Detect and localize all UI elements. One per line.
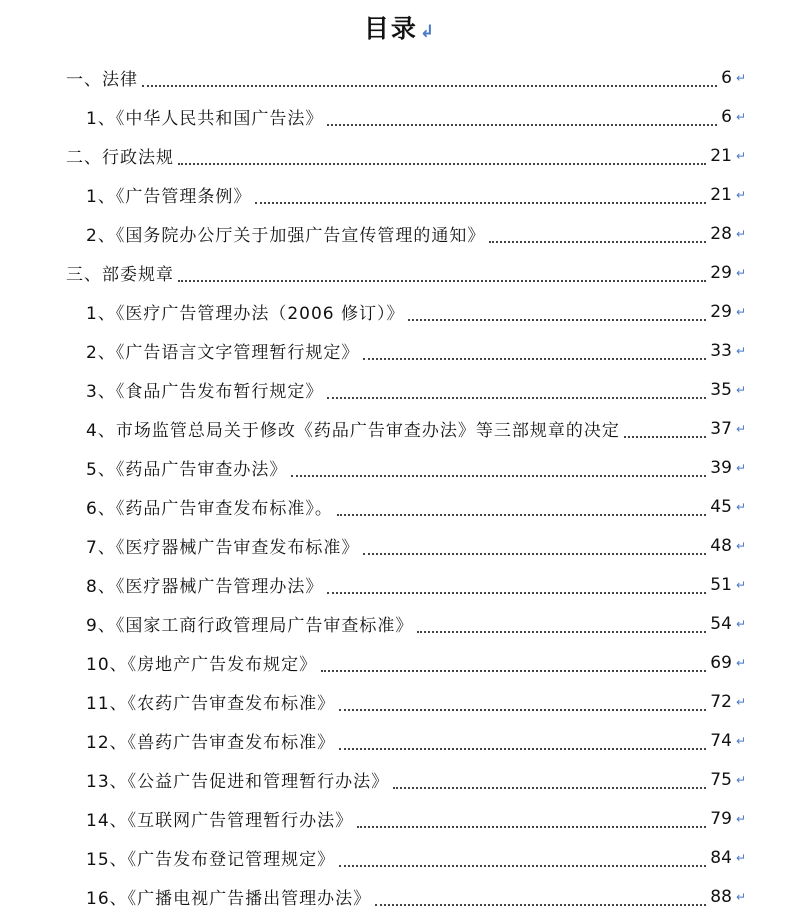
toc-entry-label: 2、《广告语言文字管理暂行规定》 — [86, 343, 360, 363]
toc-entry-page-number: 75 — [710, 769, 732, 790]
toc-entry-page-number: 28 — [710, 223, 732, 244]
dot-leader — [489, 241, 706, 243]
toc-entry-page-number: 88 — [710, 886, 732, 907]
toc-entry-page-number: 39 — [710, 457, 732, 478]
dot-leader — [375, 904, 706, 906]
toc-entry-page-number: 35 — [710, 379, 732, 400]
paragraph-mark-icon: ↵ — [735, 109, 746, 124]
toc-entry-label: 14、《互联网广告管理暂行办法》 — [86, 811, 354, 831]
toc-entry-line — [86, 728, 746, 753]
toc-entry[interactable] — [0, 799, 800, 838]
toc-entry-page-number: 48 — [710, 535, 732, 556]
toc-entry-label: 5、《药品广告审查办法》 — [86, 460, 288, 480]
toc-entry[interactable] — [0, 175, 800, 214]
toc-entry-page-number: 69 — [710, 652, 732, 673]
toc-entry-line — [86, 494, 746, 519]
toc-entry-label: 一、法律 — [66, 70, 138, 90]
toc-entry-page-number: 33 — [710, 340, 732, 361]
toc-entry-line — [86, 299, 746, 324]
toc-entry-line — [86, 455, 746, 480]
dot-leader — [178, 163, 706, 165]
toc-entry[interactable] — [0, 292, 800, 331]
toc-entry-line — [86, 338, 746, 363]
toc-entry-page-number: 74 — [710, 730, 732, 751]
table-of-contents — [0, 58, 800, 916]
toc-entry[interactable] — [0, 682, 800, 721]
toc-entry-line — [86, 182, 746, 207]
toc-entry-label: 10、《房地产广告发布规定》 — [86, 655, 318, 675]
toc-entry-label: 1、《医疗广告管理办法（2006 修订）》 — [86, 304, 405, 324]
toc-entry-line — [86, 377, 746, 402]
dot-leader — [337, 514, 706, 516]
toc-entry-label: 9、《国家工商行政管理局广告审查标准》 — [86, 616, 414, 636]
toc-entry-page-number: 72 — [710, 691, 732, 712]
paragraph-mark-icon: ↵ — [735, 850, 746, 865]
title-text: 目录 — [363, 14, 418, 43]
paragraph-mark-icon: ↵ — [735, 187, 746, 202]
toc-entry-label: 1、《广告管理条例》 — [86, 187, 252, 207]
toc-entry-page-number: 6 — [721, 106, 732, 127]
toc-entry[interactable] — [0, 838, 800, 877]
dot-leader — [178, 280, 706, 282]
toc-entry[interactable] — [0, 721, 800, 760]
toc-entry-label: 11、《农药广告审查发布标准》 — [86, 694, 336, 714]
toc-entry-label: 1、《中华人民共和国广告法》 — [86, 109, 324, 129]
paragraph-mark-icon: ↵ — [735, 265, 746, 280]
dot-leader — [363, 358, 706, 360]
paragraph-mark-icon: ↵ — [735, 772, 746, 787]
toc-entry-label: 4、市场监管总局关于修改《药品广告审查办法》等三部规章的决定 — [86, 421, 620, 441]
toc-entry-label: 三、部委规章 — [66, 265, 174, 285]
toc-entry-page-number: 29 — [710, 262, 732, 283]
toc-entry-line — [86, 611, 746, 636]
toc-entry-line — [86, 806, 746, 831]
dot-leader — [339, 748, 706, 750]
toc-entry-label: 15、《广告发布登记管理规定》 — [86, 850, 336, 870]
dot-leader — [624, 436, 706, 438]
toc-entry-line — [86, 650, 746, 675]
toc-entry-label: 6、《药品广告审查发布标准》。 — [86, 499, 333, 519]
toc-entry[interactable] — [0, 214, 800, 253]
paragraph-mark-icon: ↵ — [735, 226, 746, 241]
toc-entry[interactable] — [0, 370, 800, 409]
toc-entry-line — [66, 143, 746, 168]
toc-entry-line — [86, 416, 746, 441]
paragraph-mark-icon: ↵ — [735, 460, 746, 475]
toc-entry-page-number: 21 — [710, 184, 732, 205]
toc-entry-page-number: 6 — [721, 67, 732, 88]
toc-entry[interactable] — [0, 97, 800, 136]
dot-leader — [327, 397, 706, 399]
toc-entry-line — [86, 845, 746, 870]
paragraph-mark-icon: ↵ — [735, 304, 746, 319]
paragraph-mark-icon: ↵ — [735, 148, 746, 163]
toc-entry[interactable] — [0, 58, 800, 97]
toc-entry[interactable] — [0, 409, 800, 448]
toc-entry[interactable] — [0, 487, 800, 526]
dot-leader — [327, 592, 706, 594]
paragraph-mark-icon: ↵ — [735, 889, 746, 904]
dot-leader — [363, 553, 706, 555]
dot-leader — [357, 826, 706, 828]
toc-entry-line — [86, 572, 746, 597]
return-mark-icon: ↲ — [419, 22, 437, 42]
dot-leader — [339, 709, 706, 711]
dot-leader — [142, 85, 717, 87]
toc-entry-page-number: 79 — [710, 808, 732, 829]
toc-entry-line — [86, 884, 746, 909]
dot-leader — [408, 319, 706, 321]
paragraph-mark-icon: ↵ — [735, 382, 746, 397]
toc-entry-label: 12、《兽药广告审查发布标准》 — [86, 733, 336, 753]
toc-entry[interactable] — [0, 643, 800, 682]
paragraph-mark-icon: ↵ — [735, 655, 746, 670]
paragraph-mark-icon: ↵ — [735, 343, 746, 358]
page-title — [0, 9, 800, 45]
dot-leader — [291, 475, 706, 477]
toc-entry-label: 16、《广播电视广告播出管理办法》 — [86, 889, 372, 909]
toc-entry[interactable] — [0, 526, 800, 565]
toc-entry-label: 2、《国务院办公厅关于加强广告宣传管理的通知》 — [86, 226, 486, 246]
toc-entry-page-number: 29 — [710, 301, 732, 322]
toc-entry-label: 13、《公益广告促进和管理暂行办法》 — [86, 772, 390, 792]
paragraph-mark-icon: ↵ — [735, 577, 746, 592]
toc-entry-line — [86, 104, 746, 129]
toc-entry-page-number: 45 — [710, 496, 732, 517]
toc-entry[interactable] — [0, 253, 800, 292]
toc-entry-page-number: 51 — [710, 574, 732, 595]
paragraph-mark-icon: ↵ — [735, 616, 746, 631]
toc-entry-page-number: 54 — [710, 613, 732, 634]
toc-entry[interactable] — [0, 448, 800, 487]
dot-leader — [255, 202, 706, 204]
toc-entry[interactable] — [0, 136, 800, 175]
dot-leader — [393, 787, 706, 789]
paragraph-mark-icon: ↵ — [735, 811, 746, 826]
dot-leader — [327, 124, 717, 126]
toc-entry-line — [66, 260, 746, 285]
toc-entry-line — [86, 689, 746, 714]
dot-leader — [321, 670, 706, 672]
toc-entry-line — [86, 767, 746, 792]
paragraph-mark-icon: ↵ — [735, 538, 746, 553]
toc-entry[interactable] — [0, 565, 800, 604]
toc-entry-line — [86, 221, 746, 246]
dot-leader — [339, 865, 706, 867]
toc-entry-page-number: 21 — [710, 145, 732, 166]
paragraph-mark-icon: ↵ — [735, 70, 746, 85]
toc-entry-line — [86, 533, 746, 558]
toc-entry[interactable] — [0, 331, 800, 370]
paragraph-mark-icon: ↵ — [735, 499, 746, 514]
paragraph-mark-icon: ↵ — [735, 421, 746, 436]
toc-entry[interactable] — [0, 760, 800, 799]
paragraph-mark-icon: ↵ — [735, 733, 746, 748]
toc-entry-line — [66, 65, 746, 90]
toc-entry-page-number: 37 — [710, 418, 732, 439]
toc-entry-label: 二、行政法规 — [66, 148, 174, 168]
toc-entry[interactable] — [0, 877, 800, 916]
dot-leader — [417, 631, 706, 633]
toc-entry[interactable] — [0, 604, 800, 643]
toc-entry-label: 3、《食品广告发布暂行规定》 — [86, 382, 324, 402]
toc-entry-label: 7、《医疗器械广告审查发布标准》 — [86, 538, 360, 558]
toc-entry-label: 8、《医疗器械广告管理办法》 — [86, 577, 324, 597]
toc-entry-page-number: 84 — [710, 847, 732, 868]
paragraph-mark-icon: ↵ — [735, 694, 746, 709]
